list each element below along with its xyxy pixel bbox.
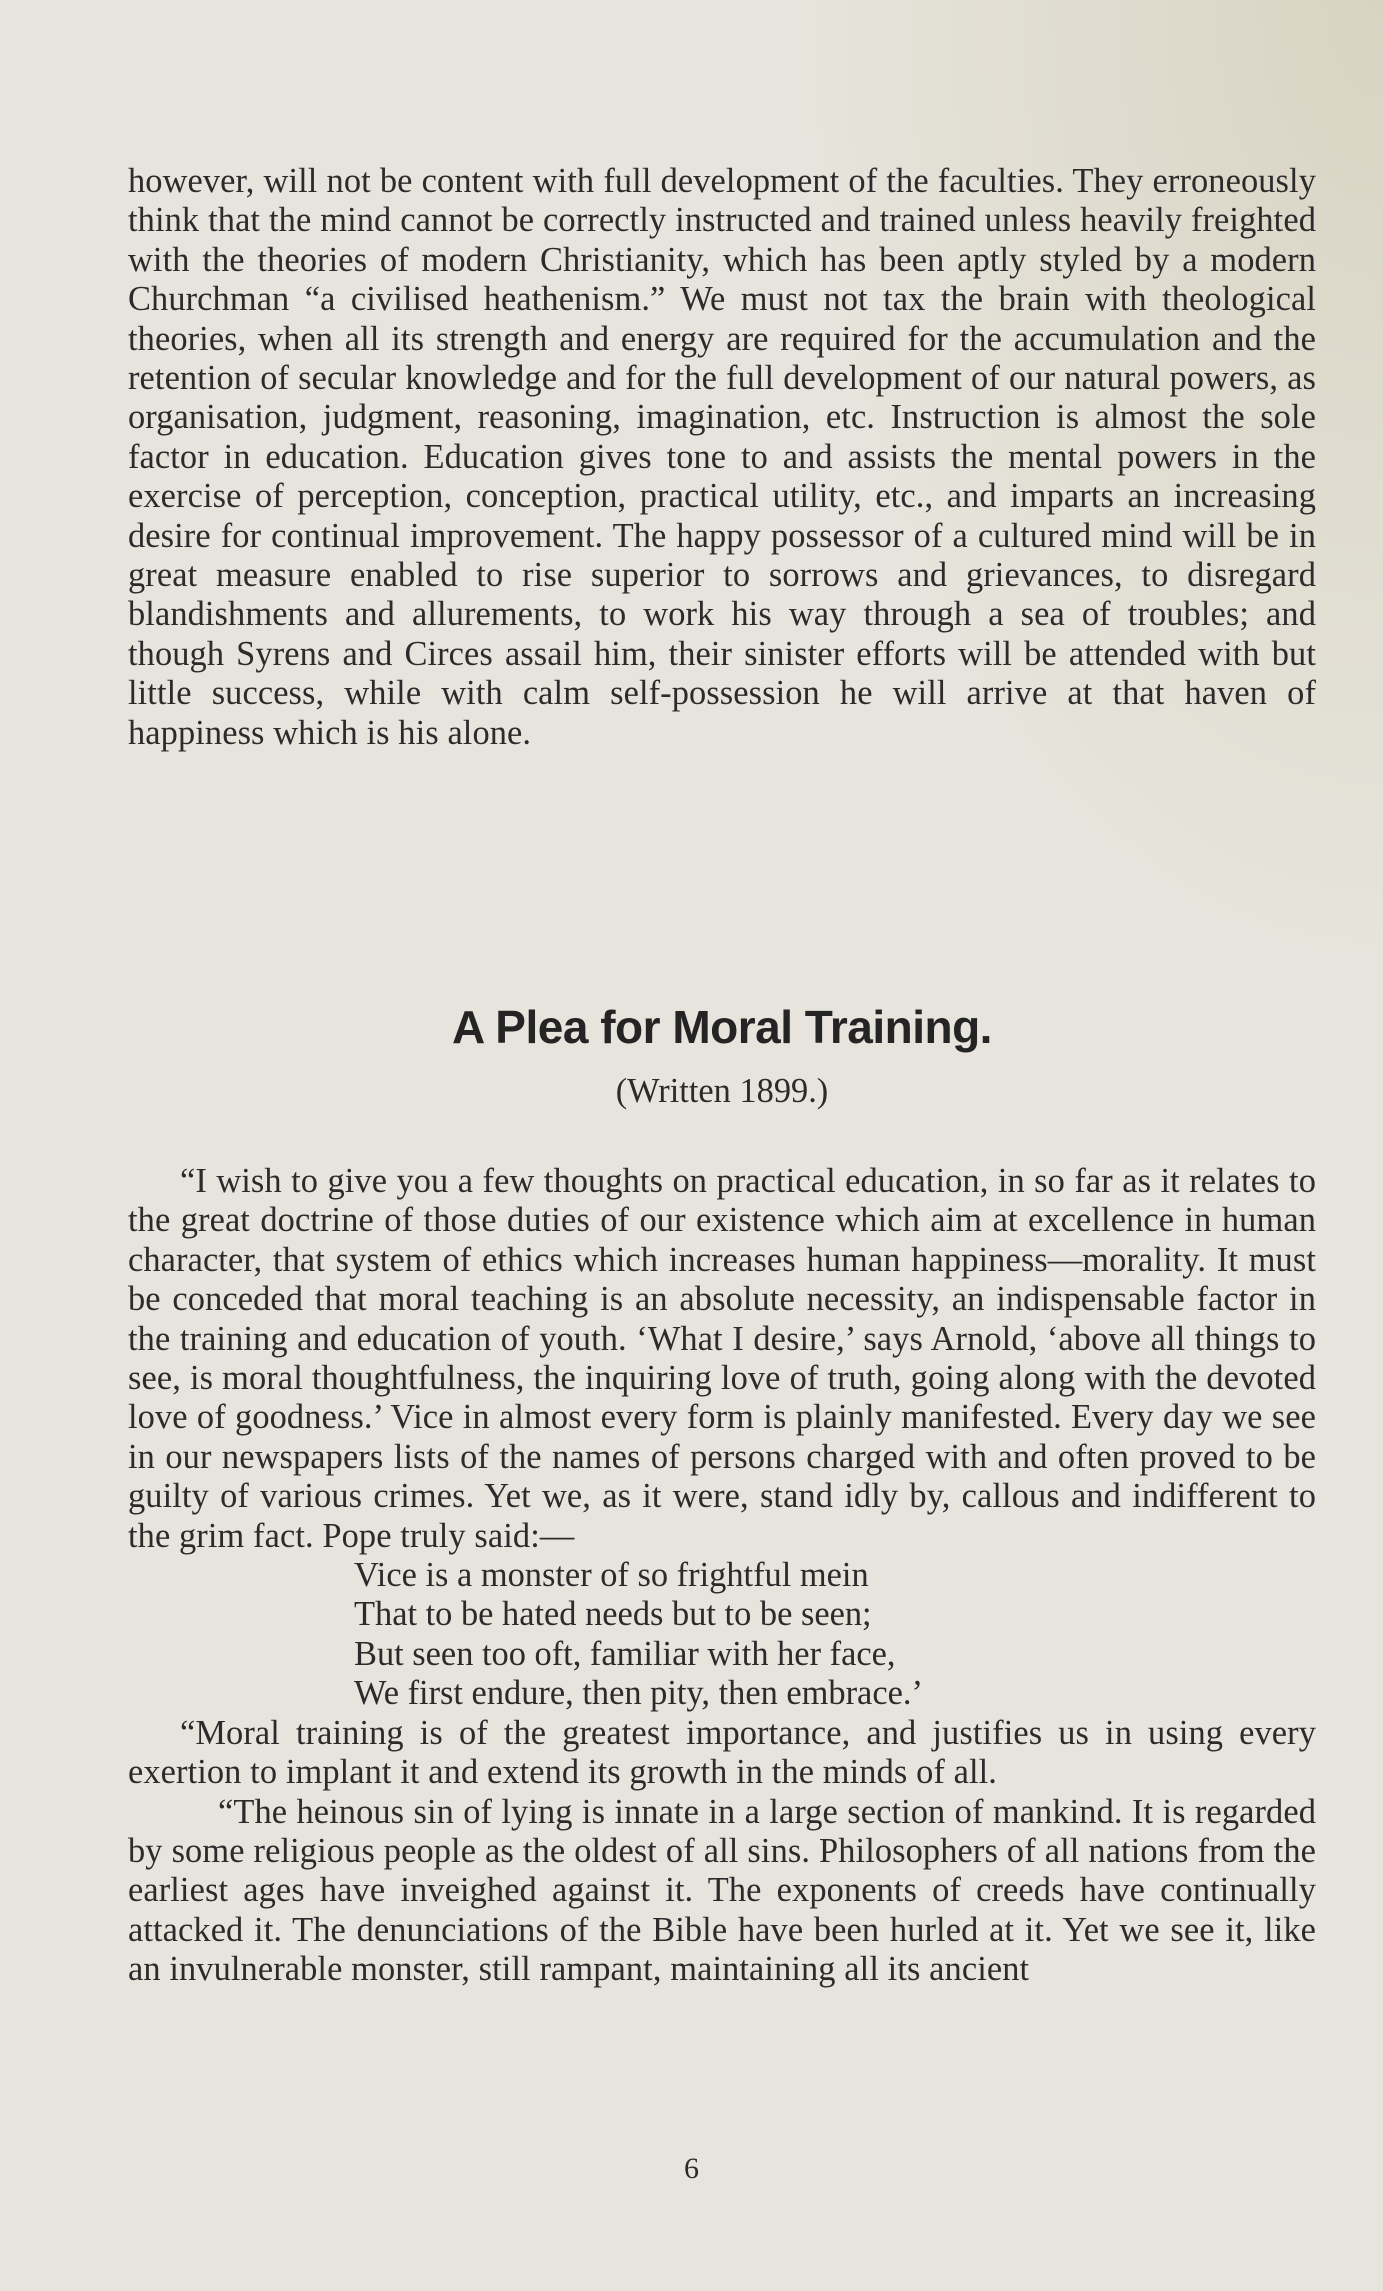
body-paragraph-2: “Moral training is of the greatest importance, and justifies us in using every exertion to implant it and extend its growth in the minds of all. [128,1713,1316,1792]
verse-line-1: Vice is a monster of so frightful mein [354,1556,869,1595]
body-paragraph-1: “I wish to give you a few thoughts on practical education, in so far as it relates to the great doctrine of those duties of our existence which aim at excellence in human character, that system of ethics which increases human happiness—morality. It must be conceded that moral teaching is an absolute necessity, an indispensable factor in the training and education of youth. ‘What I desire,’ says Arnold, ‘above all things to see, is moral thoughtfulness, the inquiring love of truth, going along with the devoted love of goodness.’ Vice in almost every form is plainly manifested. Every day we see in our newspapers lists of the names of persons charged with and often proved to be guilty of various crimes. Yet we, as it were, stand idly by, callous and indifferent to the grim fact. Pope truly said:— [128,1162,1316,1555]
page-body [128,162,1316,1989]
section-body [128,1162,1316,1990]
verse-line-3: But seen too oft, familiar with her face, [354,1634,896,1673]
section-title: A Plea for Moral Training. [452,1001,992,1053]
body-paragraph-3: “The heinous sin of lying is innate in a large section of mankind. It is regarded by some religious people as the oldest of all sins. Philosophers of all nations from the earliest ages have inveighed against it. The exponents of creeds have continually attacked it. The denunciations of the Bible have been hurled at it. Yet we see it, like an invulnerable monster, still rampant, maintaining all its ancient [128,1792,1316,1989]
verse-line-2: That to be hated needs but to be seen; [354,1595,872,1634]
verse-line-4: We first endure, then pity, then embrace.’ [354,1674,923,1713]
section-subtitle: (Written 1899.) [615,1072,829,1110]
verse-quotation [128,1556,1316,1714]
opening-paragraph: however, will not be content with full development of the faculties. They erroneously think that the mind cannot be correctly instructed and trained unless heavily freighted with the theories of modern Christianity, which has been aptly styled by a modern Churchman “a civilised heathenism.” We must not tax the brain with theological theories, when all its strength and energy are required for the accumulation and the retention of secular knowledge and for the full development of our natural powers, as organisation, judgment, reasoning, imagination, etc. Instruction is almost the sole factor in education. Education gives tone to and assists the mental powers in the exercise of perception, conception, practical utility, etc., and imparts an increasing desire for continual improvement. The happy possessor of a cultured mind will be in great measure enabled to rise superior to sorrows and grievances, to disregard blandishments and allurements, to work his way through a sea of troubles; and though Syrens and Circes assail him, their sinister efforts will be attended with but little success, while with calm self-possession he will arrive at that haven of happiness which is his alone. [128,162,1316,752]
page-number: 6 [684,2152,699,2185]
